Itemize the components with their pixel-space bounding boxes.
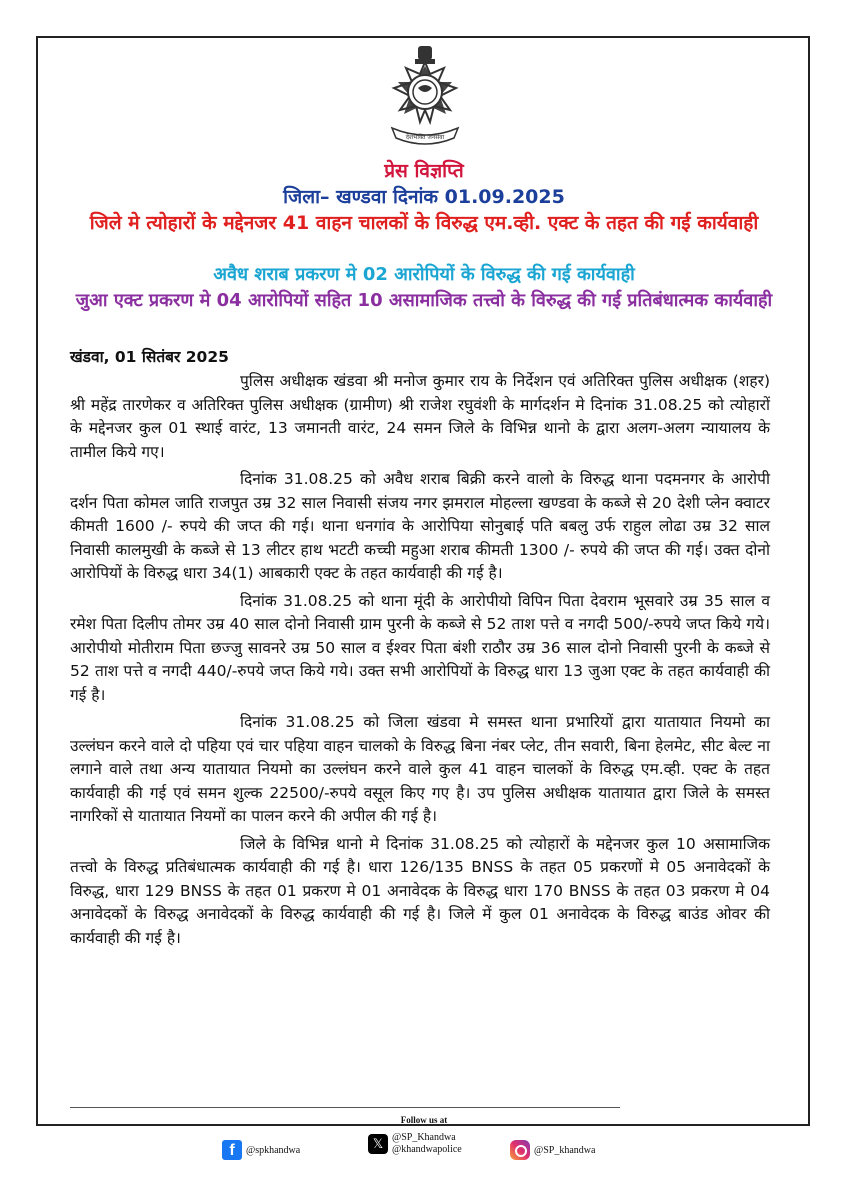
headline-liquor: अवैध शराब प्रकरण मे 02 आरोपियों के विरुद्ध की गई कार्यवाही xyxy=(213,264,635,285)
dateline: खंडवा, 01 सितंबर 2025 xyxy=(70,348,229,366)
headline-mv-act: जिले मे त्योहारों के मद्देनजर 41 वाहन चालकों के विरुद्ध एम.व्ही. एक्ट के तहत की गई कार्यवाही xyxy=(89,212,759,234)
instagram-handle: @SP_khandwa xyxy=(534,1144,596,1156)
paragraph-traffic: दिनांक 31.08.25 को जिला खंडवा मे समस्त थाना प्रभारियों द्वारा यातायात नियमो का उल्लंघन करने वाले दो पहिया एवं चार पहिया वाहन चालको के विरुद्ध बिना नंबर प्लेट, तीन सवारी, बिना हेलमेट, सीट बेल्ट ना लगाने वाले तथा अन्य यातायात नियमो का उल्लंघन करने वाले कुल 41 वाहन चालकों के विरुद्ध एम.व्ही. एक्ट के तहत कार्यवाही की गई एवं समन शुल्क 22500/-रुपये वसूल किए गए है। उप पुलिस अधीक्षक यातायात द्वारा जिले के समस्त नागरिकों से यातायात नियमों का पालन करने की अपील की गई है। xyxy=(70,713,770,825)
press-body xyxy=(70,370,770,954)
paragraph-gambling: दिनांक 31.08.25 को थाना मूंदी के आरोपीयो विपिन पिता देवराम भूसवारे उम्र 35 साल व रमेश पिता दिलीप तोमर उम्र 40 साल दोनो निवासी ग्राम पुरनी के कब्जे से 52 ताश पत्ते व नगदी 500/-रुपये जप्त किये गये। आरोपीयो मोतीराम पिता छज्जु सावनरे उम्र 50 साल व ईश्वर पिता बंशी राठौर उम्र 36 साल दोनो निवासी पुरनी के कब्जे से 52 ताश पत्ते व नगदी 440/-रुपये जप्त किये गये। उक्त सभी आरोपियों के विरुद्ध धारा 13 जुआ एक्ट के तहत कार्यवाही की गई है। xyxy=(70,591,770,704)
follow-us-label: Follow us at xyxy=(400,1115,448,1125)
facebook-icon: f xyxy=(222,1140,242,1160)
footer-divider xyxy=(70,1107,620,1108)
facebook-handle: @spkhandwa xyxy=(246,1144,301,1156)
instagram-link[interactable] xyxy=(510,1140,595,1160)
facebook-link[interactable] xyxy=(222,1140,300,1160)
police-emblem-icon xyxy=(382,44,468,152)
instagram-icon xyxy=(510,1140,530,1160)
twitter-link[interactable] xyxy=(368,1132,462,1156)
paragraph-antisocial: जिले के विभिन्न थानो मे दिनांक 31.08.25 को त्योहारों के मद्देनजर कुल 10 असामाजिक तत्त्वो के विरुद्ध प्रतिबंधात्मक कार्यवाही की गई है। धारा 126/135 BNSS के तहत 05 प्रकरणों मे 05 अनावेदकों के विरुद्ध, धारा 129 BNSS के तहत 01 प्रकरण मे 01 अनावेदक के विरुद्ध धारा 170 BNSS के तहत 03 प्रकरण मे 04 अनावेदकों के विरुद्ध अनावेदकों के विरुद्ध कार्यवाही की गई है। जिले में कुल 01 अनावेदक के विरुद्ध बाउंड ओवर की कार्यवाही की गई है। xyxy=(70,834,770,947)
svg-text:देशभक्ति जनसेवा: देशभक्ति जनसेवा xyxy=(405,134,445,141)
twitter-handle-1: @SP_Khandwa xyxy=(392,1132,456,1143)
press-release-title: प्रेस विज्ञप्ति xyxy=(384,160,464,182)
paragraph-liquor: दिनांक 31.08.25 को अवैध शराब बिक्री करने वालो के विरुद्ध थाना पदमनगर के आरोपी दर्शन पिता कोमल जाति राजपुत उम्र 32 साल निवासी संजय नगर झमराल मोहल्ला खण्डवा के कब्जे से 20 देशी प्लेन क्वाटर कीमती 1600 /- रुपये की जप्त की गई। थाना धनगांव के आरोपिया सोनुबाई पति बबलु उर्फ राहुल लोढा उम्र 32 साल निवासी कालमुखी के कब्जे से 13 लीटर हाथ भटटी कच्ची महुआ शराब कीमती 1300 /- रुपये की जप्त की गई। उक्त दोनो आरोपियों के विरुद्ध धारा 34(1) आबकारी एक्ट के तहत कार्यवाही की गई है। xyxy=(70,470,770,582)
paragraph-warrants: पुलिस अधीक्षक खंडवा श्री मनोज कुमार राय के निर्देशन एवं अतिरिक्त पुलिस अधीक्षक (शहर) श्री महेंद्र तारणेकर व अतिरिक्त पुलिस अधीक्षक (ग्रामीण) श्री राजेश रघुवंशी के मार्गदर्शन मे दिनांक 31.08.25 को त्योहारों के मद्देनजर कुल 01 स्थाई वारंट, 13 जमानती वारंट, 24 समन जिले के विभिन्न थानो के द्वारा अलग-अलग न्यायालय के तामील किये गए। xyxy=(70,372,770,461)
district-date-title: जिला– खण्डवा दिनांक 01.09.2025 xyxy=(283,186,565,208)
twitter-handle-2: @khandwapolice xyxy=(392,1144,462,1155)
headline-gambling: जुआ एक्ट प्रकरण मे 04 आरोपियों सहित 10 असामाजिक तत्त्वो के विरुद्ध की गई प्रतिबंधात्मक कार्यवाही xyxy=(75,290,773,311)
x-twitter-icon: 𝕏 xyxy=(368,1134,388,1154)
